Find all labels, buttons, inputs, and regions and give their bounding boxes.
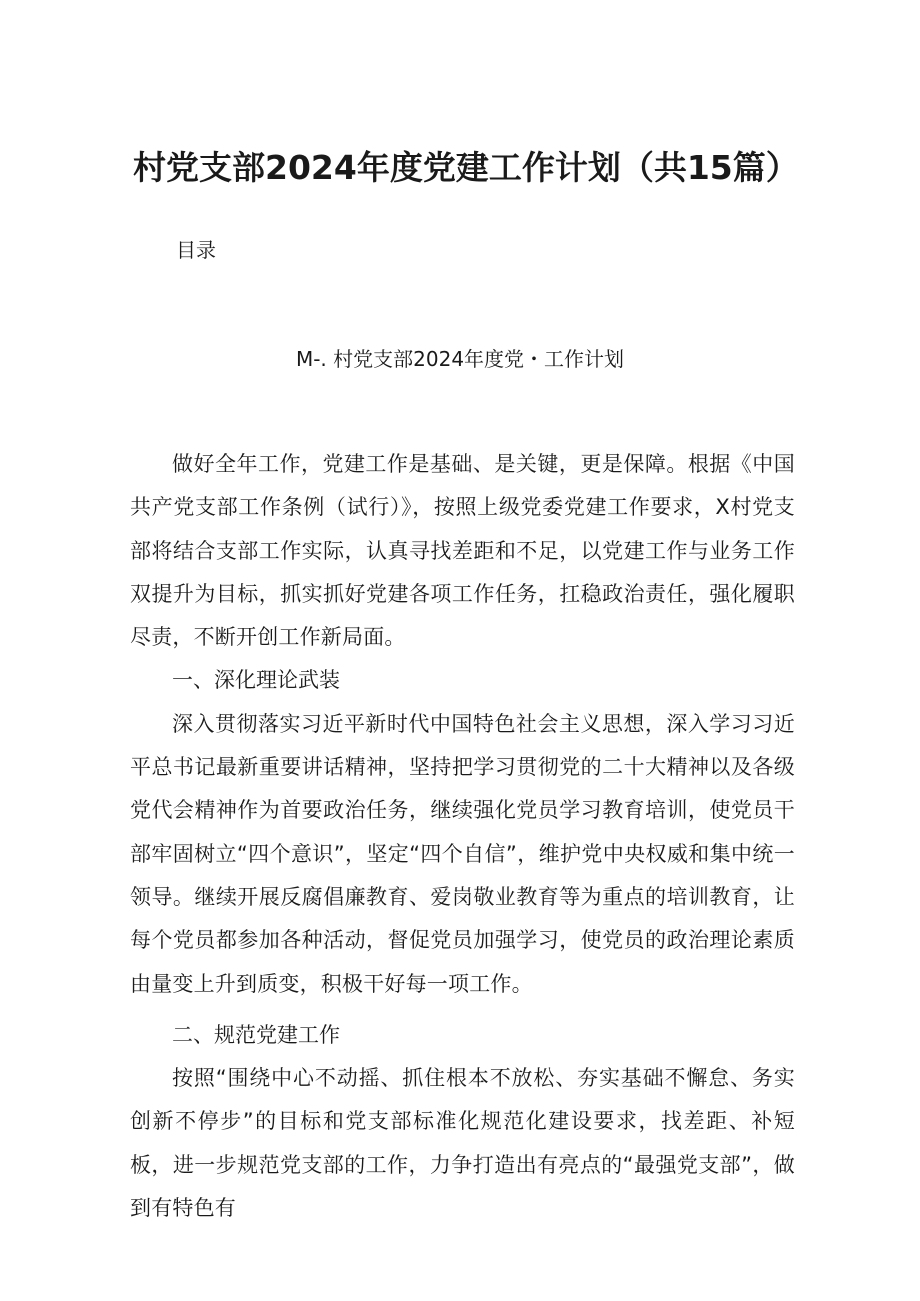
toc-label: 目录 xyxy=(176,238,216,262)
section-heading-1: 一、深化理论武装 xyxy=(172,668,340,693)
intro-paragraph: 做好全年工作，党建工作是基础、是关键，更是保障。根据《中国共产党支部工作条例（试行）》，按照上级党委党建工作要求，X村党支部将结合支部工作实际，认真寻找差距和不足，以党建工作与业务工作双提升为目标，抓实抓好党建各项工作任务，扛稳政治责任，强化履职尽责，不断开创工作新局面。 xyxy=(130,452,795,650)
document-body xyxy=(130,443,795,1230)
section-paragraph-1: 深入贯彻落实习近平新时代中国特色社会主义思想，深入学习习近平总书记最新重要讲话精神，坚持把学习贯彻党的二十大精神以及各级党代会精神作为首要政治任务，继续强化党员学习教育培训，使党员干部牢固树立“四个意识”，坚定“四个自信”，维护党中央权威和集中统一领导。继续开展反腐倡廉教育、爱岗敬业教育等为重点的培训教育，让每个党员都参加各种活动，督促党员加强学习，使党员的政治理论素质由量变上升到质变，积极干好每一项工作。 xyxy=(130,711,795,996)
section-heading-2: 二、规范党建工作 xyxy=(172,1022,340,1047)
document-title: 村党支部2024年度党建工作计划（共15篇） xyxy=(133,148,799,187)
toc-entry: M-. 村党支部2024年度党・工作计划 xyxy=(295,347,625,371)
section-paragraph-2: 按照“围绕中心不动摇、抓住根本不放松、夯实基础不懈怠、务实创新不停步”的目标和党支部标准化规范化建设要求，找差距、补短板，进一步规范党支部的工作，力争打造出有亮点的“最强党支部”，做到有特色有 xyxy=(130,1066,795,1221)
